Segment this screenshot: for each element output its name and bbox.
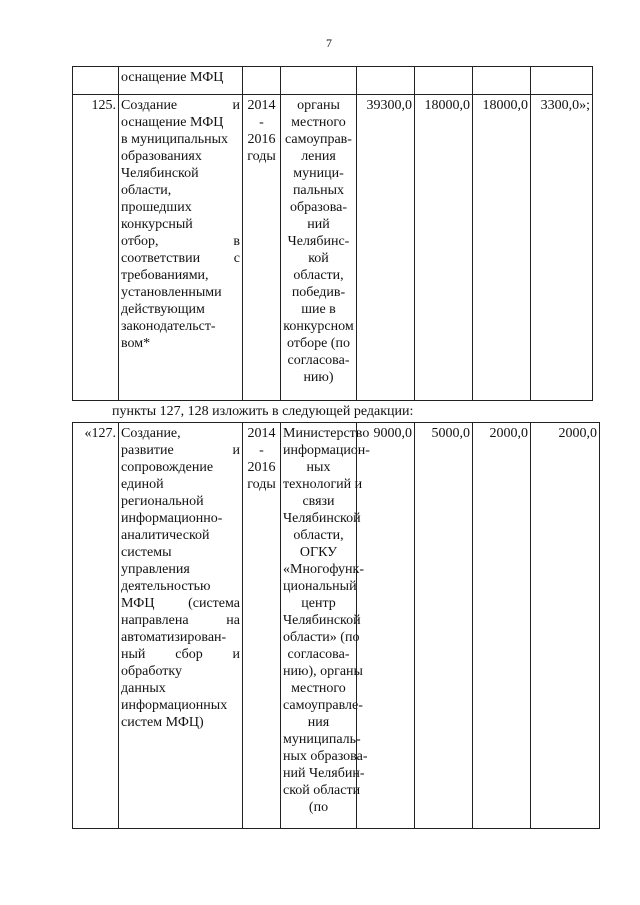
text-line: образова-	[289, 200, 348, 215]
text-word: соответствии	[121, 251, 201, 266]
text-line: области,	[293, 528, 344, 543]
text-word: оснащение МФЦ	[121, 115, 224, 130]
text-word: информационно-	[121, 511, 223, 526]
text-line	[121, 233, 240, 250]
text-word: развитие	[121, 443, 174, 458]
text-word: установленными	[121, 285, 222, 300]
text-line: конкурсном	[283, 319, 354, 334]
text-line	[121, 267, 240, 284]
text-line	[121, 646, 240, 663]
table-row	[73, 423, 600, 829]
text-line	[121, 442, 240, 459]
amount-2015: 2000,0	[473, 423, 531, 829]
text-line: годы	[247, 477, 276, 492]
text-word: Создание,	[121, 426, 181, 441]
text-line: органы	[297, 98, 340, 113]
text-line: самоуправле-	[283, 698, 363, 713]
text-line: области» (по	[283, 630, 360, 645]
text-line	[121, 284, 240, 301]
text-line: кой	[308, 251, 329, 266]
text-line: местного	[291, 115, 346, 130]
text-line	[121, 182, 240, 199]
text-word: (система	[188, 596, 240, 611]
text-line	[121, 697, 240, 714]
text-line	[121, 250, 240, 267]
text-line: нию)	[303, 370, 334, 385]
amount-2016: 2000,0	[531, 423, 600, 829]
text-word: образованиях	[121, 149, 202, 164]
text-line	[121, 114, 240, 131]
text-word: прошедших	[121, 200, 192, 215]
text-line: муници-	[293, 166, 344, 181]
text-line	[121, 476, 240, 493]
text-line	[121, 459, 240, 476]
text-word: обработку	[121, 664, 182, 679]
text-word: и	[232, 647, 240, 662]
text-word: автоматизирован-	[121, 630, 227, 645]
text-word: данных	[121, 681, 166, 696]
text-line: технологий и	[283, 477, 363, 492]
text-word: аналитической	[121, 528, 210, 543]
text-line: области,	[293, 268, 344, 283]
text-line: ний	[307, 217, 330, 232]
period	[243, 95, 281, 401]
text-line: центр	[301, 596, 336, 611]
amount-2014: 5000,0	[415, 423, 473, 829]
text-line: годы	[247, 149, 276, 164]
text-line: информацион-	[283, 443, 370, 458]
table-row	[73, 95, 593, 401]
text-word: Челябинской	[121, 166, 199, 181]
text-line: 2014	[247, 426, 276, 441]
continuation-row	[73, 67, 593, 95]
amount-2014: 18000,0	[415, 95, 473, 401]
text-word: систем МФЦ)	[121, 715, 204, 730]
text-line	[121, 216, 240, 233]
text-line: отборе (по	[287, 336, 350, 351]
text-line: Министерство	[283, 426, 370, 441]
text-line	[121, 97, 240, 114]
text-word: на	[226, 613, 240, 628]
amount-total: 9000,0	[357, 423, 415, 829]
text-word: МФЦ	[121, 596, 155, 611]
amendment-text: пункты 127, 128 изложить в следующей редакции:	[112, 404, 414, 419]
program-table-top	[72, 66, 593, 401]
page-number: 7	[326, 36, 332, 50]
text-word: и	[232, 443, 240, 458]
text-line: Челябинской	[283, 613, 361, 628]
amount-total: 39300,0	[357, 95, 415, 401]
text-line	[121, 131, 240, 148]
text-line	[121, 663, 240, 680]
text-line: победив-	[291, 285, 346, 300]
executor	[281, 95, 357, 401]
text-word: отбор,	[121, 234, 159, 249]
text-line	[121, 510, 240, 527]
text-line: ний Челябин-	[283, 766, 365, 781]
text-word: региональной	[121, 494, 204, 509]
text-word: направлена	[121, 613, 189, 628]
text-line: ской области	[283, 783, 361, 798]
text-word: в	[233, 234, 240, 249]
measure-name	[119, 95, 243, 401]
text-word: конкурсный	[121, 217, 193, 232]
measure-name	[119, 423, 243, 829]
text-line: ния	[307, 715, 330, 730]
text-word: законодательст-	[121, 319, 216, 334]
text-word: деятельностью	[121, 579, 211, 594]
text-word: вом*	[121, 336, 151, 351]
text-line: «Многофунк-	[283, 562, 365, 577]
text-line	[121, 148, 240, 165]
text-line	[121, 318, 240, 335]
text-word: области,	[121, 183, 172, 198]
text-line	[121, 301, 240, 318]
text-line: нию), органы	[283, 664, 363, 679]
text-word: требованиями,	[121, 268, 209, 283]
text-line: ления	[301, 149, 336, 164]
text-word: Создание	[121, 98, 178, 113]
text-word: ный	[121, 647, 146, 662]
text-line	[121, 165, 240, 182]
text-line: самоуправ-	[285, 132, 352, 147]
text-line: пальных	[292, 183, 345, 198]
text-word: управления	[121, 562, 190, 577]
text-line: 2014	[247, 98, 276, 113]
text-line	[121, 612, 240, 629]
text-word: в муниципальных	[121, 132, 229, 147]
executor	[281, 423, 370, 829]
text-line	[121, 199, 240, 216]
text-line: Челябинской	[283, 511, 361, 526]
text-line	[121, 595, 240, 612]
text-word: с	[233, 251, 240, 266]
text-line: местного	[291, 681, 346, 696]
text-line: -	[259, 115, 264, 130]
text-word: единой	[121, 477, 164, 492]
text-line: 2016	[247, 460, 276, 475]
text-word: сопровождение	[121, 460, 214, 475]
amount-2016: 3300,0»;	[531, 95, 593, 401]
text-line: согласова-	[287, 353, 350, 368]
text-word: и	[232, 98, 240, 113]
text-word: действующим	[121, 302, 205, 317]
text-line	[121, 493, 240, 510]
program-table-bottom	[72, 422, 600, 829]
measure-name: оснащение МФЦ	[119, 67, 243, 95]
text-word: информационных	[121, 698, 228, 713]
period	[243, 423, 281, 829]
text-line: ных образова-	[283, 749, 368, 764]
text-line: -	[259, 443, 264, 458]
text-line: ных	[306, 460, 331, 475]
text-line	[121, 578, 240, 595]
text-line: связи	[302, 494, 335, 509]
text-line	[121, 335, 240, 352]
text-line: 2016	[247, 132, 276, 147]
text-line: (по	[308, 800, 329, 815]
amount-2015: 18000,0	[473, 95, 531, 401]
text-line: шие в	[301, 302, 336, 317]
text-line: циональный	[283, 579, 357, 594]
row-number: 125.	[73, 95, 119, 401]
text-line: Челябинс-	[287, 234, 350, 249]
text-line: муниципаль-	[283, 732, 361, 747]
text-line	[121, 629, 240, 646]
row-number: «127.	[73, 423, 119, 829]
text-line	[121, 544, 240, 561]
text-line: согласова-	[287, 647, 350, 662]
text-word: сбор	[175, 647, 203, 662]
text-line	[121, 714, 240, 731]
text-line	[121, 527, 240, 544]
text-line	[121, 680, 240, 697]
text-line	[121, 425, 240, 442]
text-word: системы	[121, 545, 172, 560]
text-line: ОГКУ	[299, 545, 338, 560]
text-line	[121, 561, 240, 578]
